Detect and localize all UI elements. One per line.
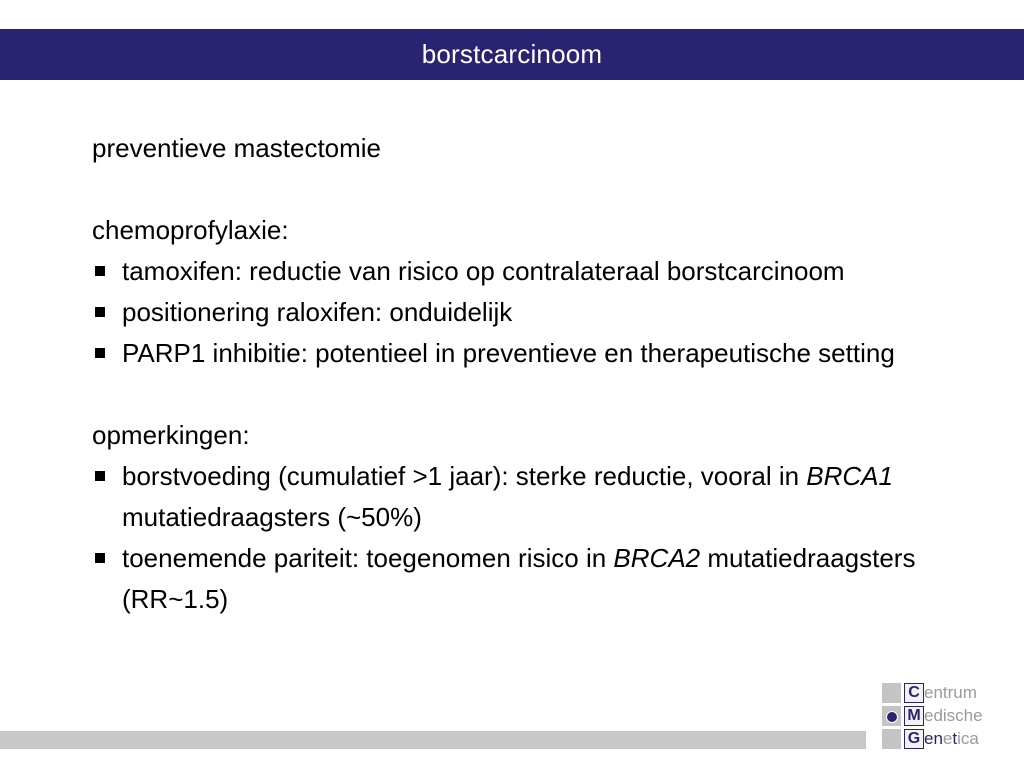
bullet-text: toenemende pariteit: toegenomen risico in [122, 543, 614, 573]
bullet-text: mutatiedraagsters (~50%) [122, 502, 422, 532]
square-bullet-icon [95, 307, 105, 317]
list-item [92, 292, 972, 333]
square-bullet-icon [95, 553, 105, 563]
logo-letter: G [904, 729, 924, 749]
bullet-text: PARP1 inhibitie: potentieel in preventieve en therapeutische setting [122, 338, 895, 368]
logo-word: entrum [924, 683, 977, 702]
bullet-text: borstvoeding (cumulatief >1 jaar): sterke reductie, vooral in [122, 461, 807, 491]
logo-centrum-medische-genetica [882, 683, 1022, 749]
list-item [92, 456, 972, 538]
logo-word-part: t [952, 729, 958, 748]
list-item [92, 251, 972, 292]
list-item [92, 538, 972, 620]
logo-square [882, 683, 901, 703]
title-bar [0, 29, 1024, 80]
logo-row [882, 706, 1022, 726]
bullet-list-opmerkingen [92, 456, 972, 620]
logo-word-part: e [942, 729, 953, 748]
gene-name: BRCA2 [613, 543, 701, 573]
logo-square [882, 729, 901, 749]
bullet-text: positionering raloxifen: onduidelijk [122, 297, 513, 327]
bullet-text: mutatiedraagsters (RR~1.5) [122, 543, 916, 614]
square-bullet-icon [95, 266, 105, 276]
logo-letter: M [904, 706, 924, 726]
square-bullet-icon [95, 348, 105, 358]
logo-word: edische [924, 706, 983, 725]
square-bullet-icon [95, 471, 105, 481]
logo-row [882, 683, 1022, 703]
section-heading-opmerkingen: opmerkingen: [92, 420, 250, 450]
section-heading-chemoprofylaxie: chemoprofylaxie: [92, 215, 289, 245]
logo-row [882, 729, 1022, 749]
bullet-list-chemoprofylaxie [92, 251, 972, 374]
logo-dot-icon [886, 711, 898, 723]
spacer [92, 169, 972, 210]
logo-letter: C [904, 683, 924, 703]
logo-word-part: en [924, 729, 943, 748]
slide-title: borstcarcinoom [421, 39, 603, 69]
logo-square [882, 706, 901, 726]
list-item [92, 333, 972, 374]
intro-line: preventieve mastectomie [92, 133, 382, 163]
bullet-text: tamoxifen: reductie van risico op contralateraal borstcarcinoom [122, 256, 845, 286]
gene-name: BRCA1 [806, 461, 893, 491]
logo-word [924, 729, 979, 749]
spacer [92, 374, 972, 415]
logo-word-part: ica [957, 729, 979, 748]
footer-bar [0, 731, 866, 749]
slide-body [92, 128, 972, 620]
